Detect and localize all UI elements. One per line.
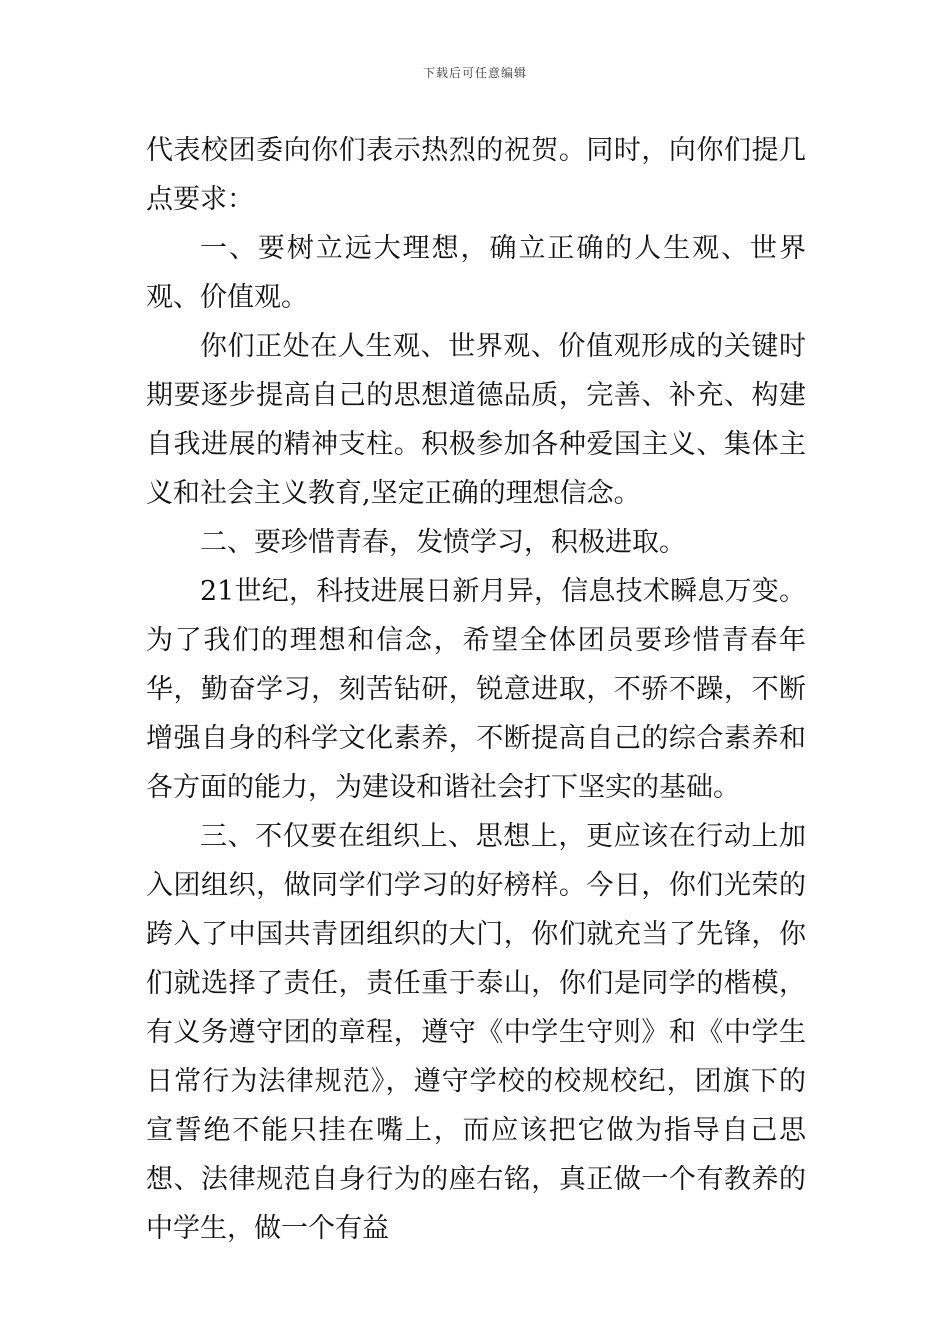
paragraph-point-three: 三、不仅要在组织上、思想上，更应该在行动上加入团组织，做同学们学习的好榜样。今日，你们光荣的跨入了中国共青团组织的大门，你们就充当了先锋，你们就选择了责任，责任重于泰山，你们是同学的楷模，有义务遵守团的章程，遵守《中学生守则》和《中学生日常行为法律规范》，遵守学校的校规校纪，团旗下的宣誓绝不能只挂在嘴上，而应该把它做为指导自己思想、法律规范自身行为的座右铭，真正做一个有教养的中学生，做一个有益: [146, 821, 806, 1244]
paragraph-point-one-body: 你们正处在人生观、世界观、价值观形成的关键时期要逐步提高自己的思想道德品质，完善、补充、构建自我进展的精神支柱。积极参加各种爱国主义、集体主义和社会主义教育,坚定正确的理想信念。: [146, 331, 806, 509]
paragraph-point-one-heading: 一、要树立远大理想，确立正确的人生观、世界观、价值观。: [146, 233, 806, 313]
paragraph-greeting: 代表校团委向你们表示热烈的祝贺。同时，向你们提几点要求：: [146, 135, 806, 215]
page-header-note: 下载后可任意编辑: [422, 66, 527, 80]
document-body: [146, 126, 806, 1253]
paragraph-point-two-body: 21世纪，科技进展日新月异，信息技术瞬息万变。为了我们的理想和信念，希望全体团员要珍惜青春年华，勤奋学习，刻苦钻研，锐意进取，不骄不躁，不断增强自身的科学文化素养，不断提高自己的综合素养和各方面的能力，为建设和谐社会打下坚实的基础。: [146, 576, 806, 803]
paragraph-point-two-heading: 二、要珍惜青春，发愤学习，积极进取。: [200, 527, 686, 558]
